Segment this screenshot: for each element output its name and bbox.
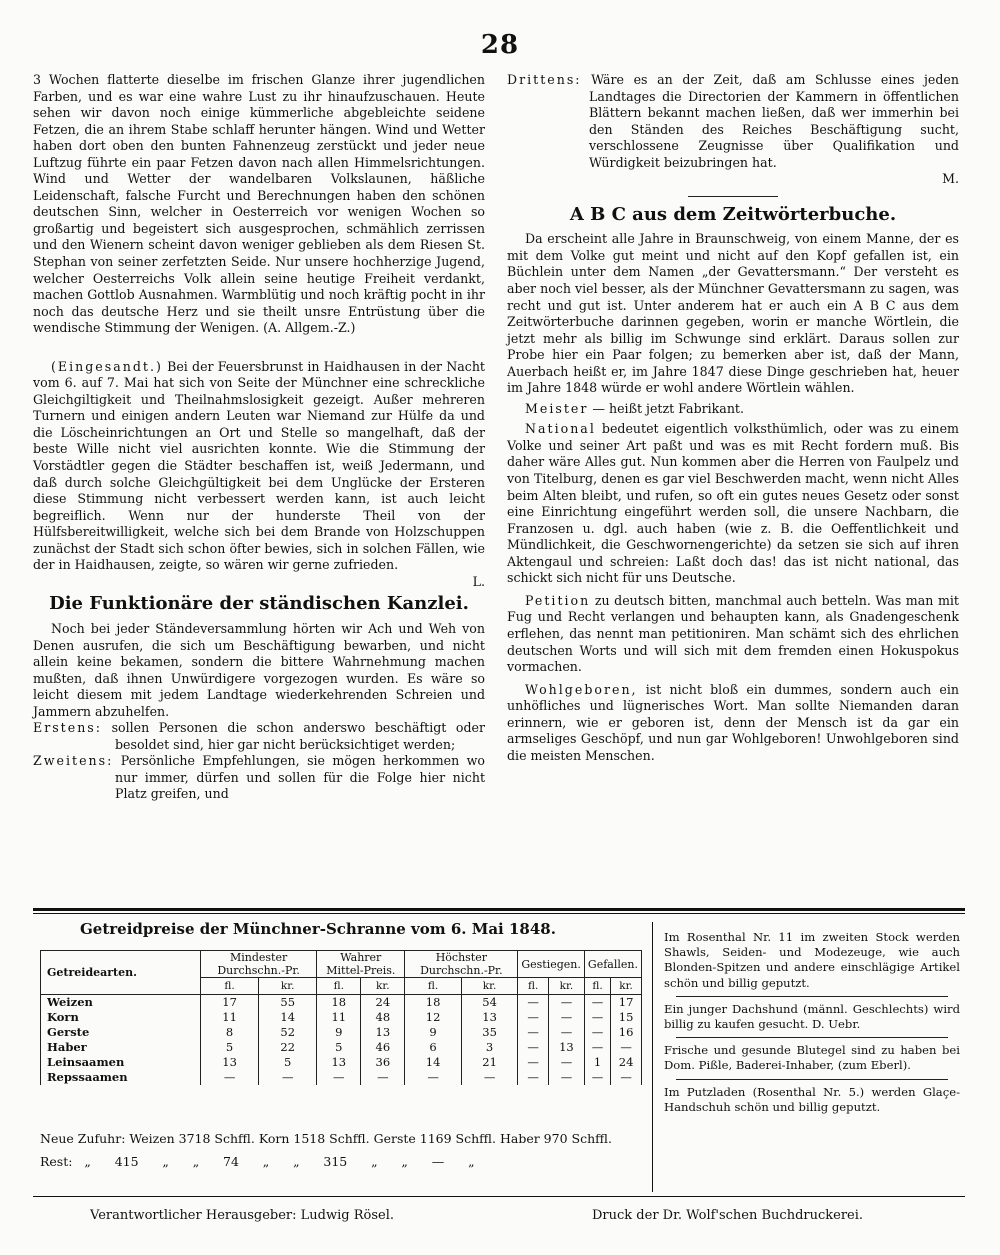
price-cell: 11 [317, 1010, 361, 1025]
price-cell: 15 [611, 1010, 642, 1025]
section-divider [688, 196, 778, 197]
section-rule-top-thin [33, 913, 965, 914]
price-cell: — [584, 1040, 610, 1055]
unit-kr: kr. [461, 978, 518, 995]
price-cell: 17 [611, 995, 642, 1011]
zweitens-text: Persönliche Empfehlungen, sie mögen herkommen wo nur immer, dürfen und sollen für die Folge hier nicht Platz greifen, und [115, 753, 485, 802]
price-cell: — [611, 1040, 642, 1055]
zweitens-label: Zweitens: [33, 753, 114, 769]
min-price-header: Mindester Durchschn.-Pr. [201, 951, 317, 978]
kanzlei-heading: Die Funktionäre der ständischen Kanzlei. [49, 593, 469, 615]
continued-paragraph: 3 Wochen flatterte dieselbe im frischen Glanze ihrer jugendlichen Farben, und es war eine wahre Lust zu ihr hinaufzuschauen. Heute sehen wir davon noch einige kümmerliche abgebleichte seidene Fetzen, die an ihrem Stabe schlaff herunter hängen. Wind und Wetter haben dort oben den bunten Fahnenzeug zerstückt und jeder neue Luftzug führte ein paar Fetzen davon nach allen Himmelsrichtungen. Wind und Wetter der wandelbaren Volkslaunen, häßliche Leidenschaft, falsche Furcht und Berechnungen haben den schönen deutschen Sinn, welcher in Oesterreich vor wenigen Wochen so großartig und begeistert sich ausgesprochen, schmählich zerrissen und den Wienern scheint davon weniger geblieben als dem Riesen St. Stephan von seiner zerfetzten Seide. Nur unsere hochherzige Jugend, welcher Oesterreichs Volk allein seine heutige Freiheit verdankt, machen Gottlob Ausnahmen. Warmblütig und noch kräftig pocht in ihr noch das deutsche Herz und sie theilt unsre Entrüstung über die wendische Stimmung der Wenigen. (A. Allgem.-Z.) [33, 72, 485, 336]
price-cell: — [518, 1025, 549, 1040]
price-cell: 13 [361, 1025, 405, 1040]
new-supply-line: Neue Zufuhr: Weizen 3718 Schffl. Korn 1518 Schffl. Gerste 1169 Schffl. Haber 970 Schffl. [40, 1131, 612, 1146]
price-cell: — [549, 1070, 585, 1085]
price-table-title: Getreidpreise der Münchner-Schranne vom 6. Mai 1848. [80, 920, 556, 938]
price-cell: 13 [317, 1055, 361, 1070]
abc-intro-paragraph: Da erscheint alle Jahre in Braunschweig, von einem Manne, der es mit dem Volke gut meint und nicht auf den Kopf gefallen ist, ein Büchlein unter dem Namen „der Gevattersmann.“ Der versteht es aber noch viel besser, als der Münchner Gevattersmann zu sagen, was recht und gut ist. Unter anderem hat er auch ein A B C aus dem Zeitwörterbuche darinnen gegeben, worin er manche Wörtlein, die jetzt mehr als billig im Schwunge sind erklärt. Daraus sollen zur Probe hier ein Paar folgen; zu bemerken aber ist, daß der Mann, Auerbach heißt er, im Jahre 1847 diese Dinge geschrieben hat, heuer im Jahre 1848 würde er wohl andere Wörtlein wählen. [507, 231, 959, 396]
footer-publisher: Verantwortlicher Herausgeber: Ludwig Rösel. [90, 1208, 394, 1223]
grain-name: Gerste [41, 1025, 201, 1040]
price-cell: 9 [317, 1025, 361, 1040]
unit-fl: fl. [518, 978, 549, 995]
grain-name: Haber [41, 1040, 201, 1055]
meister-text: — heißt jetzt Fabrikant. [592, 400, 744, 416]
erstens-item [33, 720, 485, 753]
unit-fl: fl. [317, 978, 361, 995]
ad-separator [676, 1079, 948, 1080]
price-cell: — [201, 1070, 259, 1085]
price-cell: 18 [317, 995, 361, 1011]
price-cell: 6 [405, 1040, 462, 1055]
price-cell: — [518, 1040, 549, 1055]
unit-fl: fl. [584, 978, 610, 995]
price-cell: — [518, 995, 549, 1011]
zweitens-item [33, 753, 485, 803]
ad-blutegel: Frische und gesunde Blutegel sind zu haben bei Dom. Pißle, Baderei-Inhaber, (zum Eberl). [664, 1043, 960, 1073]
national-entry [507, 421, 959, 586]
price-cell: — [549, 995, 585, 1011]
left-column [33, 72, 485, 803]
unit-kr: kr. [611, 978, 642, 995]
price-cell: 5 [259, 1055, 317, 1070]
national-word: National [525, 421, 596, 437]
eingesandt-text: Bei der Feuersbrunst in Haidhausen in der Nacht vom 6. auf 7. Mai hat sich von Seite der Münchner eine schreckliche Gleichgiltigkeit und Theilnahmslosigkeit gezeigt. Außer mehreren Turnern und einigen andern Leuten war Niemand zur Hülfe da und die Löscheinrichtungen an Ort und Stelle so mangelhaft, daß der beste Wille nicht viel ausrichten konnte. Wie die Stimmung der Vorstädtler gegen die Städter beschaffen ist, weiß Jedermann, und daß durch solche Gleichgültigkeit bei dem Unglücke der Ersteren diese Stimmung nicht verbessert werden kann, ist auch leicht begreiflich. Wenn nur der hunderste Theil von der Hülfsbereitwilligkeit, welche sich bei dem Brande von Holzschuppen zunächst der Stadt sich schon öfter bewies, sich in solchen Fällen, wie der in Haidhausen, zeigte, so wären wir gerne zufrieden. [33, 358, 485, 573]
section-rule-top [33, 908, 965, 911]
ad-putzladen: Im Putzladen (Rosenthal Nr. 5.) werden Glaçe-Handschuh schön und billig geputzt. [664, 1084, 960, 1114]
price-cell: — [584, 1070, 610, 1085]
table-row [41, 1055, 642, 1070]
unit-kr: kr. [549, 978, 585, 995]
price-cell: — [549, 1055, 585, 1070]
table-row [41, 1040, 642, 1055]
price-cell: — [518, 1010, 549, 1025]
petition-text: zu deutsch bitten, manchmal auch betteln. Was man mit Fug und Recht verlangen und behaupten kann, als Gnadengeschenk erflehen, das nennt man petitioniren. Man schämt sich des ehrlichen deutschen Worts und will sich mit dem fremden einen Hokuspokus vormachen. [507, 592, 959, 675]
price-cell: 13 [201, 1055, 259, 1070]
price-cell: 55 [259, 995, 317, 1011]
eingesandt-label: (Eingesandt.) [51, 358, 163, 374]
price-cell: 52 [259, 1025, 317, 1040]
kanzlei-paragraph: Noch bei jeder Ständeversammlung hörten wir Ach und Weh von Denen ausrufen, die sich um Beschäftigung bewarben, und nicht allein keine bekamen, sondern die bittere Wahrnehmung machen mußten, daß ihnen Unwürdigere vorgezogen wurden. Es wäre so leicht diesem mit jedem Landtage wiederkehrenden Schreien und Jammern abzuhelfen. [33, 620, 485, 719]
wohlgeboren-word: Wohlgeboren, [525, 681, 638, 697]
grain-name: Leinsaamen [41, 1055, 201, 1070]
price-cell: 18 [405, 995, 462, 1011]
table-row [41, 1025, 642, 1040]
grain-type-header: Getreidearten. [41, 951, 201, 995]
erstens-text: sollen Personen die schon anderswo beschäftigt oder besoldet sind, hier gar nicht berücksichtiget werden; [111, 720, 486, 752]
table-header-row [41, 951, 642, 978]
ads-divider [652, 922, 653, 1192]
price-cell: 13 [461, 1010, 518, 1025]
fall-header: Gefallen. [584, 951, 641, 978]
price-cell: 8 [201, 1025, 259, 1040]
unit-fl: fl. [201, 978, 259, 995]
price-cell: 54 [461, 995, 518, 1011]
price-cell: 14 [259, 1010, 317, 1025]
rise-header: Gestiegen. [518, 951, 585, 978]
wohlgeboren-text: ist nicht bloß ein dummes, sondern auch ein unhöfliches und lügnerisches Wort. Man sollte Niemanden daran erinnern, wie er geboren ist, denn der Mensch ist da gar ein armseliges Geschöpf, und nun gar Wohlgeboren! Unwohlgeboren sind die meisten Menschen. [507, 681, 959, 763]
price-cell: 24 [611, 1055, 642, 1070]
price-cell: 5 [317, 1040, 361, 1055]
ad-dachshund: Ein junger Dachshund (männl. Geschlechts) wird billig zu kaufen gesucht. D. Uebr. [664, 1001, 960, 1032]
max-price-header: Höchster Durchschn.-Pr. [405, 951, 518, 978]
table-row [41, 995, 642, 1011]
price-cell: 48 [361, 1010, 405, 1025]
price-cell: 14 [405, 1055, 462, 1070]
unit-kr: kr. [259, 978, 317, 995]
price-cell: — [518, 1070, 549, 1085]
rest-line: Rest: „ 415 „ „ 74 „ „ 315 „ „ — „ [40, 1154, 475, 1169]
erstens-label: Erstens: [33, 720, 103, 736]
ad-separator [676, 1037, 948, 1038]
petition-entry [507, 593, 959, 676]
price-cell: — [611, 1070, 642, 1085]
price-cell: 16 [611, 1025, 642, 1040]
ad-rosenthal: Im Rosenthal Nr. 11 im zweiten Stock werden Shawls, Seiden- und Modezeuge, wie auch Blonden-Spitzen und andere einschlägige Artikel schön und billig geputzt. [664, 930, 960, 990]
price-cell: 24 [361, 995, 405, 1011]
price-cell: — [518, 1055, 549, 1070]
price-cell: — [317, 1070, 361, 1085]
unit-kr: kr. [361, 978, 405, 995]
price-cell: — [584, 1010, 610, 1025]
price-cell: — [259, 1070, 317, 1085]
price-cell: 22 [259, 1040, 317, 1055]
wohlgeboren-entry [507, 682, 959, 765]
national-text: bedeutet eigentlich volksthümlich, oder was zu einem Volke und seiner Art paßt und was es mit Recht fordern muß. Bis daher wäre Alles gut. Nun kommen aber die Herren von Faulpelz und von Titelburg, denen es gar viel Beschwerden macht, wenn nicht Alles beim Alten bleibt, und rufen, so oft ein gutes neues Gesetz oder sonst eine Einrichtung eingeführt werden soll, die unsere Nachbarn, die Franzosen u. dgl. auch haben (wie z. B. die Oeffentlichkeit und Mündlichkeit, die Geschwornengerichte) da setzen sie sich auf ihren Aktengaul und schreien: Laßt doch das! das ist nicht national, das schickt sich nicht für uns Deutsche. [507, 421, 959, 586]
price-cell: 9 [405, 1025, 462, 1040]
footer-rule [33, 1196, 965, 1197]
price-cell: 1 [584, 1055, 610, 1070]
price-cell: 3 [461, 1040, 518, 1055]
advertisements [664, 930, 960, 1115]
grain-name: Weizen [41, 995, 201, 1011]
meister-entry [507, 401, 959, 418]
footer-printer: Druck der Dr. Wolf'schen Buchdruckerei. [592, 1208, 864, 1223]
price-cell: — [549, 1010, 585, 1025]
price-cell: 11 [201, 1010, 259, 1025]
price-cell: — [584, 995, 610, 1011]
grain-name: Korn [41, 1010, 201, 1025]
grain-name: Repssaamen [41, 1070, 201, 1085]
eingesandt-signature: L. [472, 573, 485, 589]
price-cell: — [361, 1070, 405, 1085]
price-cell: 17 [201, 995, 259, 1011]
drittens-item [507, 72, 959, 171]
price-cell: 13 [549, 1040, 585, 1055]
price-cell: 36 [361, 1055, 405, 1070]
price-cell: 21 [461, 1055, 518, 1070]
price-cell: 46 [361, 1040, 405, 1055]
unit-fl: fl. [405, 978, 462, 995]
table-row [41, 1010, 642, 1025]
price-cell: 35 [461, 1025, 518, 1040]
mean-price-header: Wahrer Mittel-Preis. [317, 951, 405, 978]
abc-heading: A B C aus dem Zeitwörterbuche. [569, 203, 897, 225]
right-column [507, 72, 959, 764]
ad-separator [676, 996, 948, 997]
price-cell: — [549, 1025, 585, 1040]
table-row [41, 1070, 642, 1085]
drittens-label: Drittens: [507, 72, 582, 87]
drittens-signature: M. [942, 171, 959, 187]
price-cell: — [584, 1025, 610, 1040]
price-cell: — [405, 1070, 462, 1085]
eingesandt-paragraph [33, 359, 485, 574]
price-rows [41, 995, 642, 1086]
price-cell: 12 [405, 1010, 462, 1025]
grain-price-table [40, 950, 642, 1085]
petition-word: Petition [525, 592, 591, 608]
meister-word: Meister [525, 400, 589, 416]
price-cell: 5 [201, 1040, 259, 1055]
drittens-text: Wäre es an der Zeit, daß am Schlusse eines jeden Landtages die Directorien der Kammern in öffentlichen Blättern bekannt machen ließen, daß wer immerhin bei den Ständen des Reiches Beschäftigung sucht, verschlossene Zeugnisse über Qualifikation und Würdigkeit beizubringen hat. [589, 72, 959, 170]
page-number: 28 [480, 30, 520, 60]
price-cell: — [461, 1070, 518, 1085]
